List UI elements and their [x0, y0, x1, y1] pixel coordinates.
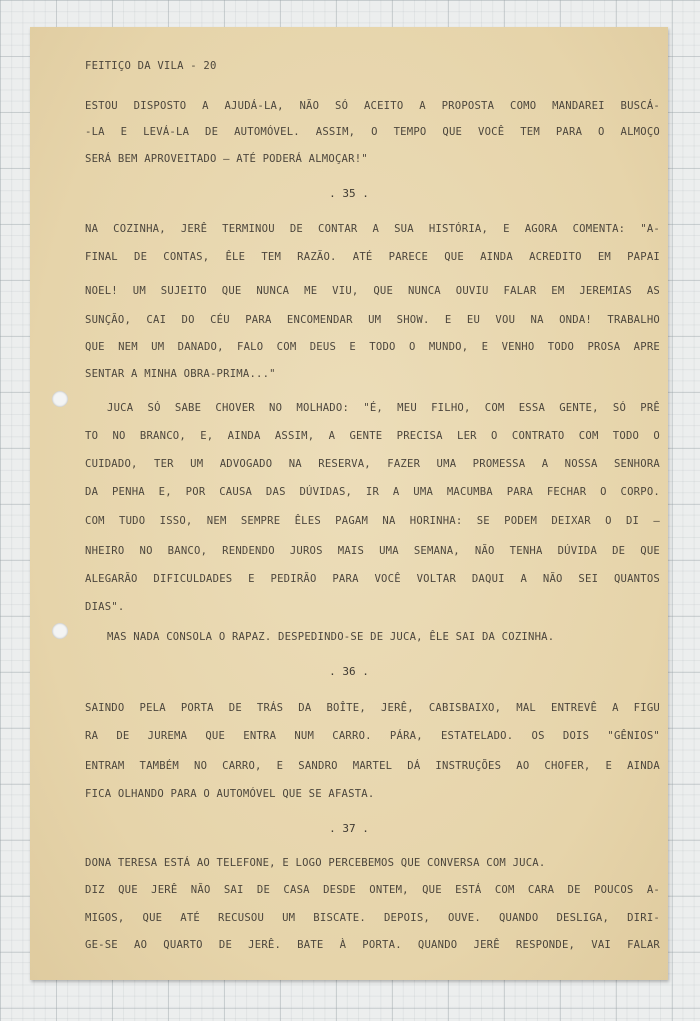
scene-number: . 35 .	[329, 187, 369, 200]
text-line: FICA OLHANDO PARA O AUTOMÓVEL QUE SE AFASTA.	[85, 788, 375, 800]
text-line: NA COZINHA, JERÊ TERMINOU DE CONTAR A SUA HISTÓRIA, E AGORA COMENTA: "A-	[85, 223, 660, 235]
text-line: DIZ QUE JERÊ NÃO SAI DE CASA DESDE ONTEM, QUE ESTÁ COM CARA DE POUCOS A-	[85, 884, 660, 896]
text-line: DIAS".	[85, 601, 125, 613]
text-line: ESTOU DISPOSTO A AJUDÁ-LA, NÃO SÓ ACEITO A PROPOSTA COMO MANDAREI BUSCÁ-	[85, 100, 660, 112]
text-line: DA PENHA E, POR CAUSA DAS DÚVIDAS, IR A UMA MACUMBA PARA FECHAR O CORPO.	[85, 486, 660, 498]
text-line: ENTRAM TAMBÉM NO CARRO, E SANDRO MARTEL DÁ INSTRUÇÕES AO CHOFER, E AINDA	[85, 760, 660, 772]
text-line: QUE NEM UM DANADO, FALO COM DEUS E TODO O MUNDO, E VENHO TODO PROSA APRE	[85, 341, 660, 353]
text-line: RA DE JUREMA QUE ENTRA NUM CARRO. PÁRA, ESTATELADO. OS DOIS "GÊNIOS"	[85, 730, 660, 742]
text-line: SAINDO PELA PORTA DE TRÁS DA BOÎTE, JERÊ, CABISBAIXO, MAL ENTREVÊ A FIGU	[85, 702, 660, 714]
text-line: FINAL DE CONTAS, ÊLE TEM RAZÃO. ATÉ PARECE QUE AINDA ACREDITO EM PAPAI	[85, 251, 660, 263]
text-line: SERÁ BEM APROVEITADO — ATÉ PODERÁ ALMOÇAR!"	[85, 153, 368, 165]
scene-number: . 36 .	[329, 665, 369, 678]
punch-hole	[52, 623, 68, 639]
punch-hole	[52, 391, 68, 407]
text-line: SUNÇÃO, CAI DO CÉU PARA ENCOMENDAR UM SHOW. E EU VOU NA ONDA! TRABALHO	[85, 314, 660, 326]
scene-number: . 37 .	[329, 822, 369, 835]
text-line: CUIDADO, TER UM ADVOGADO NA RESERVA, FAZER UMA PROMESSA A NOSSA SENHORA	[85, 458, 660, 470]
text-line: JUCA SÓ SABE CHOVER NO MOLHADO: "É, MEU FILHO, COM ESSA GENTE, SÓ PRÊ	[107, 402, 660, 414]
text-line: NOEL! UM SUJEITO QUE NUNCA ME VIU, QUE NUNCA OUVIU FALAR EM JEREMIAS AS	[85, 285, 660, 297]
text-line: DONA TERESA ESTÁ AO TELEFONE, E LOGO PERCEBEMOS QUE CONVERSA COM JUCA.	[85, 857, 546, 869]
typewritten-page	[30, 27, 668, 980]
text-line: -LA E LEVÁ-LA DE AUTOMÓVEL. ASSIM, O TEMPO QUE VOCÊ TEM PARA O ALMOÇO	[85, 126, 660, 138]
text-line: NHEIRO NO BANCO, RENDENDO JUROS MAIS UMA SEMANA, NÃO TENHA DÚVIDA DE QUE	[85, 545, 660, 557]
text-line: GE-SE AO QUARTO DE JERÊ. BATE À PORTA. QUANDO JERÊ RESPONDE, VAI FALAR	[85, 939, 660, 951]
text-line: ALEGARÃO DIFICULDADES E PEDIRÃO PARA VOCÊ VOLTAR DAQUI A NÃO SEI QUANTOS	[85, 573, 660, 585]
text-line: TO NO BRANCO, E, AINDA ASSIM, A GENTE PRECISA LER O CONTRATO COM TODO O	[85, 430, 660, 442]
text-line: SENTAR A MINHA OBRA-PRIMA..."	[85, 368, 276, 380]
text-line: COM TUDO ISSO, NEM SEMPRE ÊLES PAGAM NA HORINHA: SE PODEM DEIXAR O DI —	[85, 515, 660, 527]
page-header: FEITIÇO DA VILA - 20	[85, 60, 217, 72]
text-line: MAS NADA CONSOLA O RAPAZ. DESPEDINDO-SE DE JUCA, ÊLE SAI DA COZINHA.	[107, 631, 555, 643]
text-line: MIGOS, QUE ATÉ RECUSOU UM BISCATE. DEPOIS, OUVE. QUANDO DESLIGA, DIRI-	[85, 912, 660, 924]
